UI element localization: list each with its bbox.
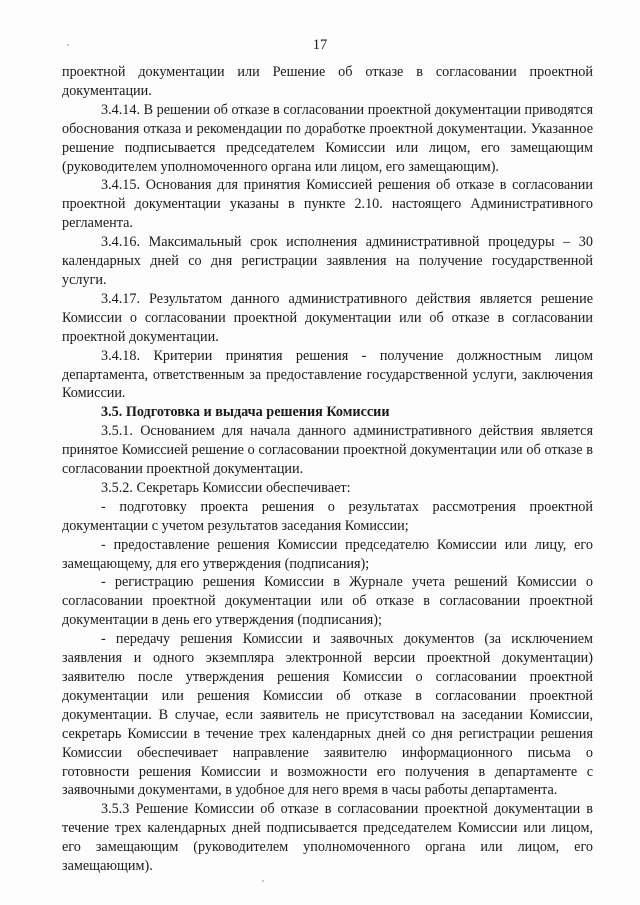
list-item-transfer: - передачу решения Комиссии и заявочных документов (за исключением заявления и одного экземпляра электронной версии проектной документации) заявителю после утверждения решения Комиссии о согласовании проектной документации или решения Комиссии об отказе в согласовании проектной документации. В случае, если заявитель не присутствовал на заседании Комиссии, секретарь Комиссии в течение трех календарных дней со дня регистрации решения Комиссии обеспечивает направление заявителю информационного письма о готовности решения Комиссии и возможности его получения в департаменте с заявочными документами, в удобное для него время в часы работы департамента. bbox=[62, 631, 593, 799]
document-body bbox=[62, 63, 593, 876]
paragraph-3-5-2: 3.5.2. Секретарь Комиссии обеспечивает: bbox=[101, 479, 351, 496]
list-item-preparation: - подготовку проекта решения о результатах рассмотрения проектной документации с учетом результатов заседания Комиссии; bbox=[62, 498, 593, 534]
section-heading-3-5: 3.5. Подготовка и выдача решения Комиссии bbox=[101, 404, 390, 421]
page-number: 17 bbox=[312, 37, 328, 53]
paragraph-3-5-3: 3.5.3 Решение Комиссии об отказе в согласовании проектной документации в течение трех календарных дней подписывается председателем Комиссии или лицом, его замещающим (руководителем уполномоченного органа или лицом, его замещающим). bbox=[62, 801, 593, 875]
list-item-submission: - предоставление решения Комиссии председателю Комиссии или лицу, его замещающему, для его утверждения (подписания); bbox=[62, 536, 593, 572]
list-item-registration: - регистрацию решения Комиссии в Журнале учета решений Комиссии о согласовании проектной документации или об отказе в согласовании проектной документации в день его утверждения (подписания); bbox=[62, 574, 593, 629]
paragraph-3-5-1: 3.5.1. Основанием для начала данного административного действия является принятое Комиссией решение о согласовании проектной документации или об отказе в согласовании проектной документации. bbox=[62, 423, 593, 478]
scan-speck bbox=[67, 44, 69, 46]
paragraph-3-4-15: 3.4.15. Основания для принятия Комиссией решения об отказе в согласовании проектной документации указаны в пункте 2.10. настоящего Административного регламента. bbox=[62, 177, 593, 232]
paragraph-3-4-14: 3.4.14. В решении об отказе в согласовании проектной документации приводятся обоснования отказа и рекомендации по доработке проектной документации. Указанное решение подписывается председателем Комиссии или лицом, его замещающим (руководителем уполномоченного органа или лицом, его замещающим). bbox=[62, 101, 593, 175]
scan-speck bbox=[262, 880, 264, 882]
paragraph-3-4-17: 3.4.17. Результатом данного административного действия является решение Комиссии о согласовании проектной документации или об отказе в согласовании проектной документации. bbox=[62, 290, 593, 345]
paragraph-3-4-16: 3.4.16. Максимальный срок исполнения административной процедуры – 30 календарных дней со дня регистрации заявления на получение государственной услуги. bbox=[62, 234, 593, 288]
paragraph-continuation: проектной документации или Решение об отказе в согласовании проектной документации. bbox=[62, 64, 593, 99]
paragraph-3-4-18: 3.4.18. Критерии принятия решения - получение должностным лицом департамента, ответственным за предоставление государственной услуги, заключения Комиссии. bbox=[62, 347, 593, 402]
